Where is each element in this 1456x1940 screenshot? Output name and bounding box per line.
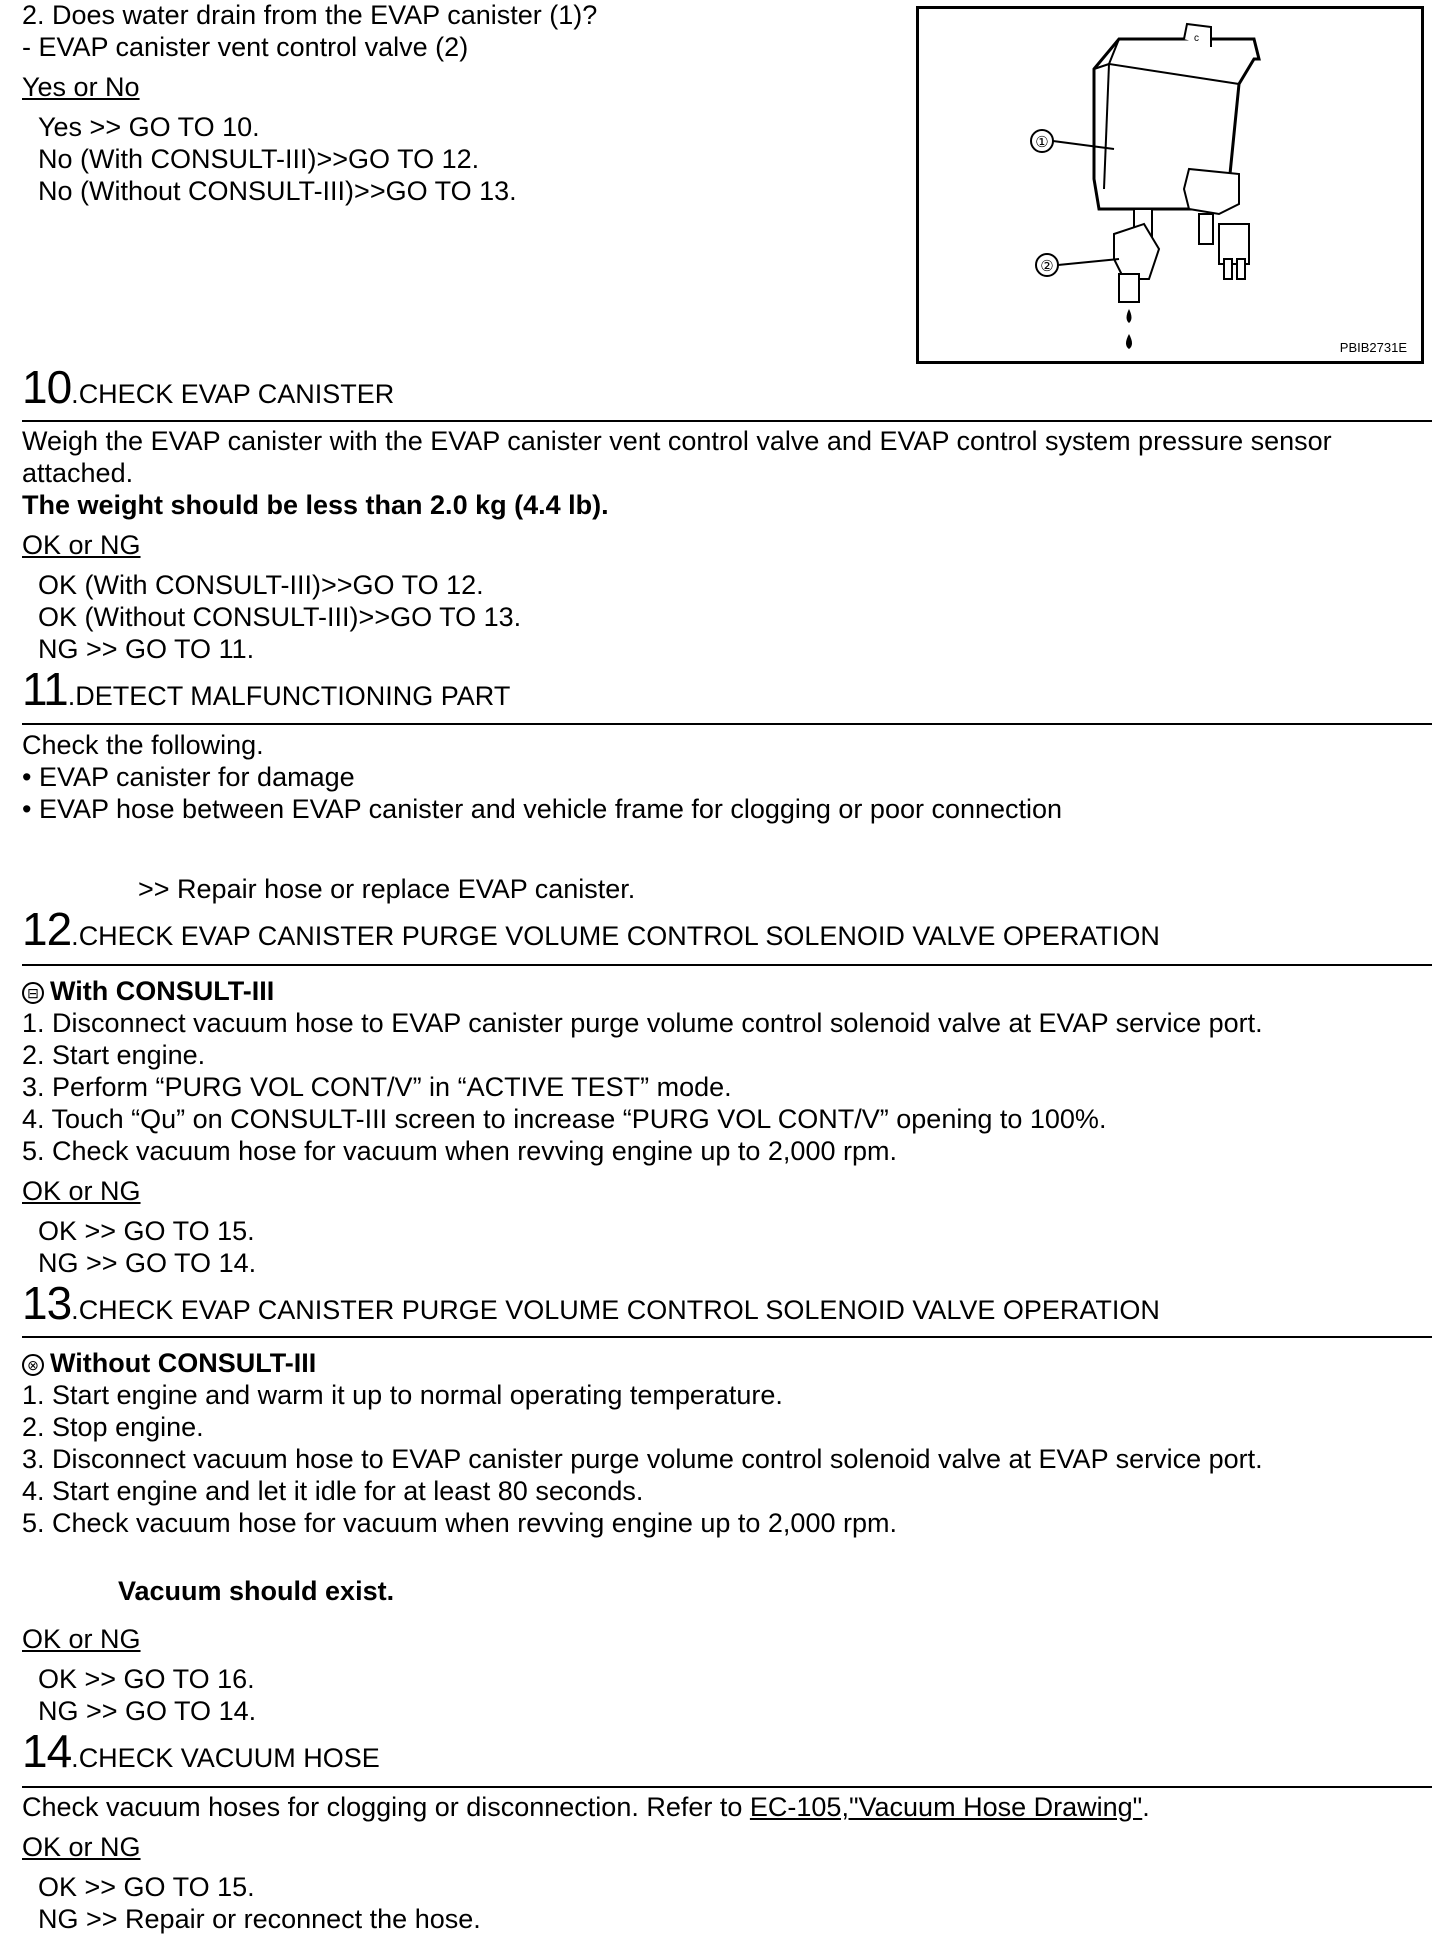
- instruction-item: 3. Disconnect vacuum hose to EVAP canister purge volume control solenoid valve at EVAP service port.: [22, 1444, 1263, 1474]
- result-ok: OK >> GO TO 15.: [38, 1872, 255, 1902]
- result-ok-without-consult: OK (Without CONSULT-III)>>GO TO 13.: [38, 602, 522, 632]
- bullet-item: • EVAP canister for damage: [22, 762, 355, 792]
- result-ng: NG >> GO TO 11.: [38, 634, 255, 664]
- step-14-heading: 14.CHECK VACUUM HOSE: [22, 1725, 380, 1777]
- callout-1: ①: [1035, 134, 1049, 151]
- step-11-body: Check the following.: [22, 730, 264, 760]
- step-10-body-line2: attached.: [22, 458, 134, 488]
- svg-text:c: c: [1194, 33, 1199, 44]
- instruction-item: 2. Start engine.: [22, 1040, 206, 1070]
- step-number: 11: [22, 663, 68, 715]
- instruction-item: 4. Start engine and let it idle for at least 80 seconds.: [22, 1476, 644, 1506]
- step-12-heading: 12.CHECK EVAP CANISTER PURGE VOLUME CONTROL SOLENOID VALVE OPERATION: [22, 903, 1160, 955]
- ok-or-ng-label: OK or NG: [22, 1832, 141, 1862]
- step-title: CHECK EVAP CANISTER PURGE VOLUME CONTROL SOLENOID VALVE OPERATION: [78, 1295, 1160, 1325]
- result-ng: NG >> GO TO 14.: [38, 1696, 257, 1726]
- step-14-body-text: Check vacuum hoses for clogging or disconnection. Refer to: [22, 1792, 750, 1822]
- result-ok-with-consult: OK (With CONSULT-III)>>GO TO 12.: [38, 570, 484, 600]
- step-number: 12: [22, 903, 72, 955]
- consult-icon: ⊟: [22, 982, 44, 1004]
- vacuum-hose-drawing-link[interactable]: EC-105,"Vacuum Hose Drawing": [749, 1792, 1143, 1822]
- without-consult-label: [22, 1348, 316, 1379]
- result-ng: NG >> GO TO 14.: [38, 1248, 257, 1278]
- step-number: 14: [22, 1725, 72, 1777]
- step-11-action: >> Repair hose or replace EVAP canister.: [138, 874, 636, 904]
- result-no-without-consult: No (Without CONSULT-III)>>GO TO 13.: [38, 176, 517, 206]
- yes-or-no-label: Yes or No: [22, 72, 140, 102]
- step-13-heading: 13.CHECK EVAP CANISTER PURGE VOLUME CONTROL SOLENOID VALVE OPERATION: [22, 1277, 1160, 1329]
- step-title: CHECK EVAP CANISTER: [78, 379, 395, 409]
- instruction-item: 3. Perform “PURG VOL CONT/V” in “ACTIVE TEST” mode.: [22, 1072, 732, 1102]
- evap-canister-figure: [916, 6, 1424, 364]
- divider: [22, 723, 1432, 725]
- question-subline: - EVAP canister vent control valve (2): [22, 32, 469, 62]
- without-consult-text: Without CONSULT-III: [50, 1348, 317, 1378]
- step-14-body: [22, 1792, 1150, 1823]
- divider: [22, 1786, 1432, 1788]
- figure-id: PBIB2731E: [1339, 340, 1407, 355]
- step-title: CHECK VACUUM HOSE: [78, 1743, 380, 1773]
- with-consult-label: [22, 976, 274, 1007]
- bullet-item: • EVAP hose between EVAP canister and vehicle frame for clogging or poor connection: [22, 794, 1063, 824]
- instruction-item: 2. Stop engine.: [22, 1412, 204, 1442]
- step-14-body-tail: .: [1142, 1792, 1150, 1822]
- result-ok: OK >> GO TO 16.: [38, 1664, 255, 1694]
- instruction-item: 5. Check vacuum hose for vacuum when revving engine up to 2,000 rpm.: [22, 1136, 897, 1166]
- result-ok: OK >> GO TO 15.: [38, 1216, 255, 1246]
- step-10-body-line1: Weigh the EVAP canister with the EVAP canister vent control valve and EVAP control system pressure sensor: [22, 426, 1332, 456]
- ok-or-ng-label: OK or NG: [22, 1176, 141, 1206]
- step-10-spec: The weight should be less than 2.0 kg (4.4 lb).: [22, 490, 609, 520]
- step-13-spec: Vacuum should exist.: [118, 1576, 395, 1606]
- step-10-heading: 10.CHECK EVAP CANISTER: [22, 361, 395, 413]
- step-title: DETECT MALFUNCTIONING PART: [75, 681, 511, 711]
- instruction-item: 1. Start engine and warm it up to normal operating temperature.: [22, 1380, 783, 1410]
- step-number: 10: [22, 361, 72, 413]
- step-title: CHECK EVAP CANISTER PURGE VOLUME CONTROL SOLENOID VALVE OPERATION: [78, 921, 1160, 951]
- question-line: 2. Does water drain from the EVAP canister (1)?: [22, 0, 598, 30]
- step-number: 13: [22, 1277, 72, 1329]
- with-consult-text: With CONSULT-III: [50, 976, 275, 1006]
- result-yes: Yes >> GO TO 10.: [38, 112, 260, 142]
- no-consult-icon: ⊗: [22, 1354, 44, 1376]
- instruction-item: 1. Disconnect vacuum hose to EVAP canister purge volume control solenoid valve at EVAP service port.: [22, 1008, 1263, 1038]
- result-no-with-consult: No (With CONSULT-III)>>GO TO 12.: [38, 144, 480, 174]
- result-ng: NG >> Repair or reconnect the hose.: [38, 1904, 481, 1934]
- callout-2: ②: [1040, 258, 1054, 275]
- instruction-item: 5. Check vacuum hose for vacuum when revving engine up to 2,000 rpm.: [22, 1508, 897, 1538]
- ok-or-ng-label: OK or NG: [22, 530, 141, 560]
- divider: [22, 1336, 1432, 1338]
- step-11-heading: 11.DETECT MALFUNCTIONING PART: [22, 663, 511, 715]
- divider: [22, 964, 1432, 966]
- ok-or-ng-label: OK or NG: [22, 1624, 141, 1654]
- instruction-item: 4. Touch “Qu” on CONSULT-III screen to increase “PURG VOL CONT/V” opening to 100%.: [22, 1104, 1107, 1134]
- divider: [22, 420, 1432, 422]
- evap-canister-illustration: [919, 9, 1421, 361]
